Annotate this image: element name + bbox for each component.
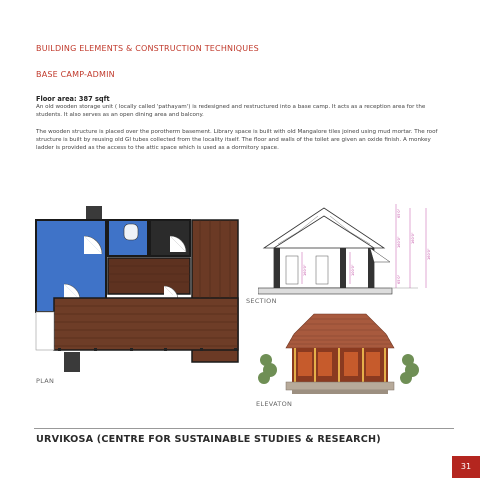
page-number-badge: 31 [452,456,480,478]
dim-label: 160'0" [411,232,415,244]
dim-label: 65'0" [397,274,401,284]
plan-label: PLAN [36,377,55,385]
section-drawing [258,204,444,300]
floor-plan-drawing [34,206,240,372]
dim-label: 160'0" [303,264,307,276]
floor-area: Floor area: 387 sqft [36,95,110,103]
footer-title: URVIKOSA (CENTRE FOR SUSTAINABLE STUDIES & RESEARCH) [36,434,381,445]
footer-divider [34,428,454,429]
section-label: SECTION [246,297,277,305]
dim-label: 100'0" [351,264,355,276]
dim-label: 160'0" [397,236,401,248]
paragraph-1: An old wooden storage unit ( locally called 'pathayam') is redesigned and restructured into a base camp. It acts as a reception area for the students. It also serves as an open dining area and balcony. [36,104,426,119]
dim-label: 65'0" [397,208,401,218]
paragraph-2: The wooden structure is placed over the porotherm basement. Library space is built with old Mangalore tiles joined using mud mortar. The roof structure is built by reusing old GI tubes collected from the locality itself. The floor and walls of the toilet are given an oxide finish. A monkey ladder is provided as the access to the attic space which is used as a dormitory space. [36,129,438,152]
dim-label: 160'0" [427,248,431,260]
subsection-heading: BASE CAMP-ADMIN [36,70,115,79]
section-heading: BUILDING ELEMENTS & CONSTRUCTION TECHNIQUES [36,44,259,53]
elevation-label: ELEVATON [256,400,293,408]
elevation-drawing [258,312,420,396]
